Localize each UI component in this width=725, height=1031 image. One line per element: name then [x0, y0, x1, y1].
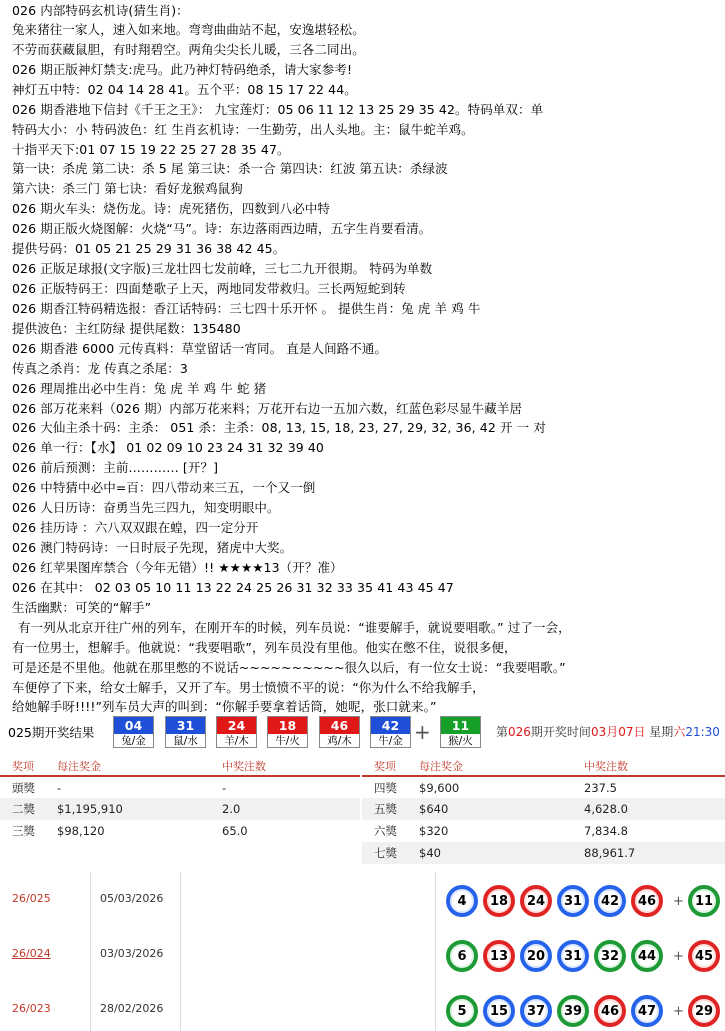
prize-count: 4,628.0	[572, 798, 725, 820]
draw-result-title: 025期开奖结果	[8, 725, 95, 740]
plus-icon: +	[673, 894, 684, 909]
column-divider	[180, 982, 181, 1031]
col-header-prize: 奖项	[0, 756, 45, 776]
column-divider	[435, 982, 436, 1031]
col-header-count: 中奖注数	[572, 756, 725, 776]
history-ball: 20	[520, 940, 552, 972]
prize-count: -	[222, 780, 227, 795]
history-ball: 31	[557, 940, 589, 972]
text-line: 026 期香江特码精选报：香江话特码：三七四十乐开怀 。 提供生肖：兔 虎 羊 鸡 牛	[12, 301, 481, 316]
text-line: 026 期正版神灯禁支:虎马。此乃神灯特码绝杀，请大家参考!	[12, 62, 353, 77]
prize-amount: $640	[407, 798, 572, 820]
prize-name: 三獎	[12, 824, 35, 838]
next-time: 21:30	[685, 725, 720, 739]
text-line: 生活幽默：可笑的“解手”	[12, 600, 152, 615]
prize-count: 88,961.7	[572, 842, 725, 864]
column-divider	[435, 927, 436, 982]
ball-number: 42	[371, 717, 410, 734]
history-ball: 37	[520, 995, 552, 1027]
text-line: 026 期香港地下信封《千王之王》： 九宝莲灯：05 06 11 12 13 25 29 35 42。特码单双：单	[12, 102, 544, 117]
ball-number: 31	[166, 717, 205, 734]
col-header-amount: 每注奖金	[407, 756, 572, 776]
history-date: 28/02/2026	[100, 1002, 164, 1015]
prize-amount: $9,600	[419, 780, 460, 795]
history-ball: 4	[446, 885, 478, 917]
text-line: 026 红苹果图库禁合（今年无错）!! ★★★★13（开？准）	[12, 560, 343, 575]
plus-icon: +	[673, 1004, 684, 1019]
text-line: 十指平天下:01 07 15 19 22 25 27 28 35 47。	[12, 142, 290, 157]
next-weekday: 六	[673, 725, 686, 739]
draw-ball	[113, 716, 154, 748]
text-line: 提供波色：主红防绿 提供尾数：135480	[12, 321, 241, 336]
plus-icon: +	[673, 949, 684, 964]
history-ball: 31	[557, 885, 589, 917]
prize-count: 2.0	[210, 798, 360, 820]
text-line: 026 前后预测：主前………… [开？]	[12, 460, 219, 475]
prize-row	[0, 798, 360, 820]
text-line: 兔来猪往一家人，速入如来地。弯弯曲曲站不起，安逸堪轻松。	[12, 22, 365, 37]
history-issue-link[interactable]: 26/025	[12, 892, 51, 905]
column-divider	[90, 872, 91, 927]
text-line: 车便停了下来，给女士解手，又开了车。男士愤愤不平的说：“你为什么不给我解手，	[12, 680, 485, 695]
ball-zodiac: 鼠/水	[173, 735, 198, 747]
history-special-ball: 29	[688, 995, 720, 1027]
ball-zodiac: 牛/火	[275, 735, 300, 747]
history-ball: 13	[483, 940, 515, 972]
history-ball: 42	[594, 885, 626, 917]
prize-name: 四獎	[374, 780, 397, 795]
prize-table-left	[0, 756, 360, 842]
ball-zodiac: 猴/火	[448, 735, 473, 747]
history-ball: 24	[520, 885, 552, 917]
history-ball: 44	[631, 940, 663, 972]
text-line: 026 部万花来料（026 期）内部万花来料；万花开右边一五加六数，红蓝色彩尽显牛藏羊居	[12, 401, 523, 416]
text-line: 026 人日历诗：奋勇当先三四九，知变明眼中。	[12, 500, 280, 515]
col-header-amount: 每注奖金	[45, 756, 210, 776]
prize-amount: $40	[407, 842, 572, 864]
draw-ball	[216, 716, 257, 748]
prize-amount: $320	[419, 824, 449, 838]
history-ball: 15	[483, 995, 515, 1027]
text-line: 有一位男士，想解手。他就说：“我要唱歌”，列车员没有里他。他实在憋不住，说很多便，	[12, 640, 517, 655]
text-line: 026 内部特码玄机诗(猜生肖)：	[12, 3, 189, 18]
prize-row	[362, 820, 725, 842]
next-issue: 026	[508, 725, 531, 739]
prize-row	[362, 842, 725, 864]
ball-number: 11	[441, 717, 480, 734]
column-divider	[180, 872, 181, 927]
column-divider	[180, 927, 181, 982]
text-line: 026 期香港 6000 元传真料：草堂留话一宵同。 直是人间路不通。	[12, 341, 388, 356]
draw-ball	[370, 716, 411, 748]
prize-name: 五獎	[362, 798, 407, 820]
prize-count: 7,834.8	[584, 824, 628, 838]
ball-number: 46	[320, 717, 359, 734]
prize-row	[0, 776, 360, 798]
prize-amount: -	[57, 780, 62, 795]
history-ball: 46	[631, 885, 663, 917]
history-row	[0, 927, 725, 982]
prize-table	[0, 756, 725, 866]
text-line: 026 正版特码王：四面楚歌子上天，两地同发带救归。三长两短蛇到转	[12, 281, 406, 296]
text-line: 不劳而获藏鼠胆，有时翔碧空。两角尖尖长儿暖，三各二同出。	[12, 42, 365, 57]
ball-number: 24	[217, 717, 256, 734]
history-ball: 18	[483, 885, 515, 917]
text-line: 026 中特猜中必中=百：四八带动来三五，一个又一倒	[12, 480, 316, 495]
prize-row	[0, 820, 360, 842]
text-line: 026 单一行：【水】 01 02 09 10 23 24 31 32 39 40	[12, 440, 324, 455]
col-header-count: 中奖注数	[210, 756, 360, 776]
column-divider	[435, 872, 436, 927]
ball-zodiac: 牛/金	[378, 735, 403, 747]
history-special-ball: 11	[688, 885, 720, 917]
ball-number: 18	[268, 717, 307, 734]
text-line: 026 大仙主杀十码：主杀： 051 杀：主杀：08, 13, 15, 18, 23, 27, 29, 32, 36, 42 开 一 对	[12, 420, 546, 435]
text-line: 第六诀：杀三门 第七诀：看好龙猴鸡鼠狗	[12, 181, 243, 196]
history-ball: 32	[594, 940, 626, 972]
prize-amount: $98,120	[57, 824, 105, 838]
history-ball: 6	[446, 940, 478, 972]
history-special-ball: 45	[688, 940, 720, 972]
draw-ball	[267, 716, 308, 748]
text-line: 第一诀：杀虎 第二诀：杀 5 尾 第三诀：杀一合 第四诀：红波 第五诀：杀绿波	[12, 161, 448, 176]
text-line: 026 在其中： 02 03 05 10 11 13 22 24 25 26 31 32 33 35 41 43 45 47	[12, 580, 454, 595]
text-line: 特码大小：小 特码波色：红 生肖玄机诗：一生勤劳，出人头地。主：鼠牛蛇羊鸡。	[12, 122, 474, 137]
ball-zodiac: 羊/木	[224, 735, 249, 747]
column-divider	[90, 982, 91, 1031]
history-row	[0, 982, 725, 1031]
column-divider	[90, 927, 91, 982]
text-line: 026 理周推出必中生肖：兔 虎 羊 鸡 牛 蛇 猪	[12, 381, 267, 396]
prize-name: 二獎	[0, 798, 45, 820]
ball-number: 04	[114, 717, 153, 734]
draw-result-strip	[0, 714, 725, 750]
plus-icon: +	[414, 720, 431, 744]
prize-count: 65.0	[222, 824, 248, 838]
history-issue-link[interactable]: 26/023	[12, 1002, 51, 1015]
text-line: 有一列从北京开往广州的列车，在刚开车的时候，列车员说：“谁要解手，就说要唱歌。” 过了一会，	[18, 620, 571, 635]
prize-name: 七獎	[362, 842, 407, 864]
ball-zodiac: 兔/金	[121, 735, 146, 747]
draw-ball	[440, 716, 481, 748]
prize-count: 237.5	[584, 780, 617, 795]
history-ball: 47	[631, 995, 663, 1027]
text-line: 026 澳门特码诗：一日时辰子先现，猪虎中大奖。	[12, 540, 293, 555]
history-ball: 39	[557, 995, 589, 1027]
col-header-prize: 奖项	[362, 756, 407, 776]
prize-row	[362, 798, 725, 820]
text-line: 提供号码：01 05 21 25 29 31 36 38 42 45。	[12, 241, 286, 256]
prize-name: 頭獎	[12, 780, 35, 795]
text-line: 可是还是不里他。他就在那里憋的不说话~~~~~~~~~~很久以后，有一位女士说：“我要唱歌。”	[12, 660, 566, 675]
prize-amount: $1,195,910	[45, 798, 210, 820]
prize-name: 六獎	[374, 824, 397, 838]
draw-ball	[165, 716, 206, 748]
prize-table-right	[362, 756, 725, 864]
history-date: 05/03/2026	[100, 892, 164, 905]
next-date: 03月07日	[590, 725, 646, 739]
text-line: 026 挂历诗 ：六八双双跟在蝗，四一定分开	[12, 520, 259, 535]
text-line: 026 正版足球报(文字版)三龙壮四七发前峰，三七二九开很期。 特码为单数	[12, 261, 433, 276]
history-date: 03/03/2026	[100, 947, 164, 960]
history-issue-link[interactable]: 26/024	[12, 947, 51, 960]
next-draw-info: 第026期开奖时间03月07日 星期六21:30	[496, 725, 720, 739]
text-line: 026 期正版火烧图解：火烧“马”。诗：东边落雨西边晴，五字生肖要看清。	[12, 221, 432, 236]
draw-ball	[319, 716, 360, 748]
history-row	[0, 872, 725, 927]
text-line: 传真之杀肖：龙 传真之杀尾：3	[12, 361, 188, 376]
prize-row	[362, 776, 725, 798]
ball-zodiac: 鸡/木	[327, 735, 352, 747]
draw-history	[0, 872, 725, 1031]
text-line: 给她解手呀!!!!”列车员大声的叫到：“你解手要拿着话筒，她呢，张口就来。”	[12, 699, 437, 714]
text-line: 神灯五中特：02 04 14 28 41。五个平：08 15 17 22 44。	[12, 82, 357, 97]
history-ball: 5	[446, 995, 478, 1027]
history-ball: 46	[594, 995, 626, 1027]
text-line: 026 期火车头：烧伤龙。诗：虎死猪伤，四数到八必中特	[12, 201, 331, 216]
